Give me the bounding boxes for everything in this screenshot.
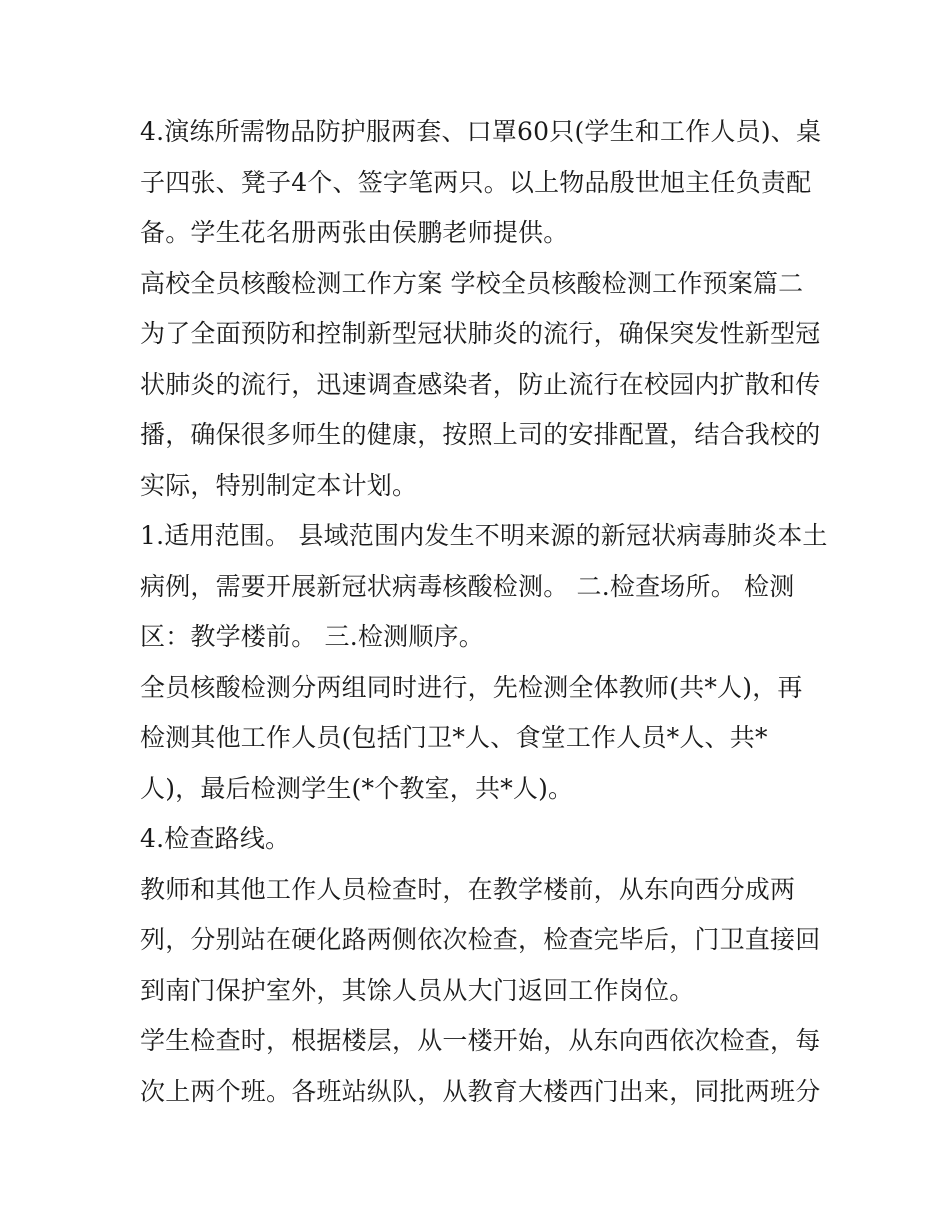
text-line: 区：教学楼前。 三.检测顺序。 <box>140 622 484 651</box>
text-line: 为了全面预防和控制新型冠状肺炎的流行，确保突发性新型冠 <box>140 319 821 348</box>
text-line: 1.适用范围。 县域范围内发生不明来源的新冠状病毒肺炎本土 <box>140 521 828 550</box>
text-line: 实际，特别制定本计划。 <box>140 470 418 500</box>
text-line: 全员核酸检测分两组同时进行，先检测全体教师(共*人)，再 <box>140 672 803 702</box>
section-heading: 高校全员核酸检测工作方案 学校全员核酸检测工作预案篇二 <box>140 268 804 298</box>
text-line: 教师和其他工作人员检查时，在教学楼前，从东向西分成两 <box>140 874 796 904</box>
text-line: 到南门保护室外，其馀人员从大门返回工作岗位。 <box>140 975 695 1005</box>
text-line: 次上两个班。各班站纵队，从教育大楼西门出来，同批两班分 <box>140 1076 821 1106</box>
text-line: 子四张、凳子4个、签字笔两只。以上物品殷世旭主任负责配 <box>140 167 812 197</box>
text-line: 学生检查时，根据楼层，从一楼开始，从东向西依次检查，每 <box>140 1026 821 1055</box>
text-line: 备。学生花名册两张由侯鹏老师提供。 <box>140 218 569 247</box>
text-line: 列，分别站在硬化路两侧依次检查，检查完毕后，门卫直接回 <box>140 925 821 954</box>
text-line: 播，确保很多师生的健康，按照上司的安排配置，结合我校的 <box>140 420 821 449</box>
text-line: 状肺炎的流行，迅速调查感染者，防止流行在校园内扩散和传 <box>140 369 821 399</box>
document-body <box>140 107 828 1117</box>
text-line: 4.演练所需物品防护服两套、口罩60只(学生和工作人员)、桌 <box>140 117 822 146</box>
text-line: 病例，需要开展新冠状病毒核酸检测。 二.检查场所。 检测 <box>140 571 795 601</box>
text-line: 检测其他工作人员(包括门卫*人、食堂工作人员*人、共* <box>140 723 768 752</box>
text-line: 人)，最后检测学生(*个教室，共*人)。 <box>140 773 574 803</box>
text-line: 4.检查路线。 <box>140 824 291 853</box>
